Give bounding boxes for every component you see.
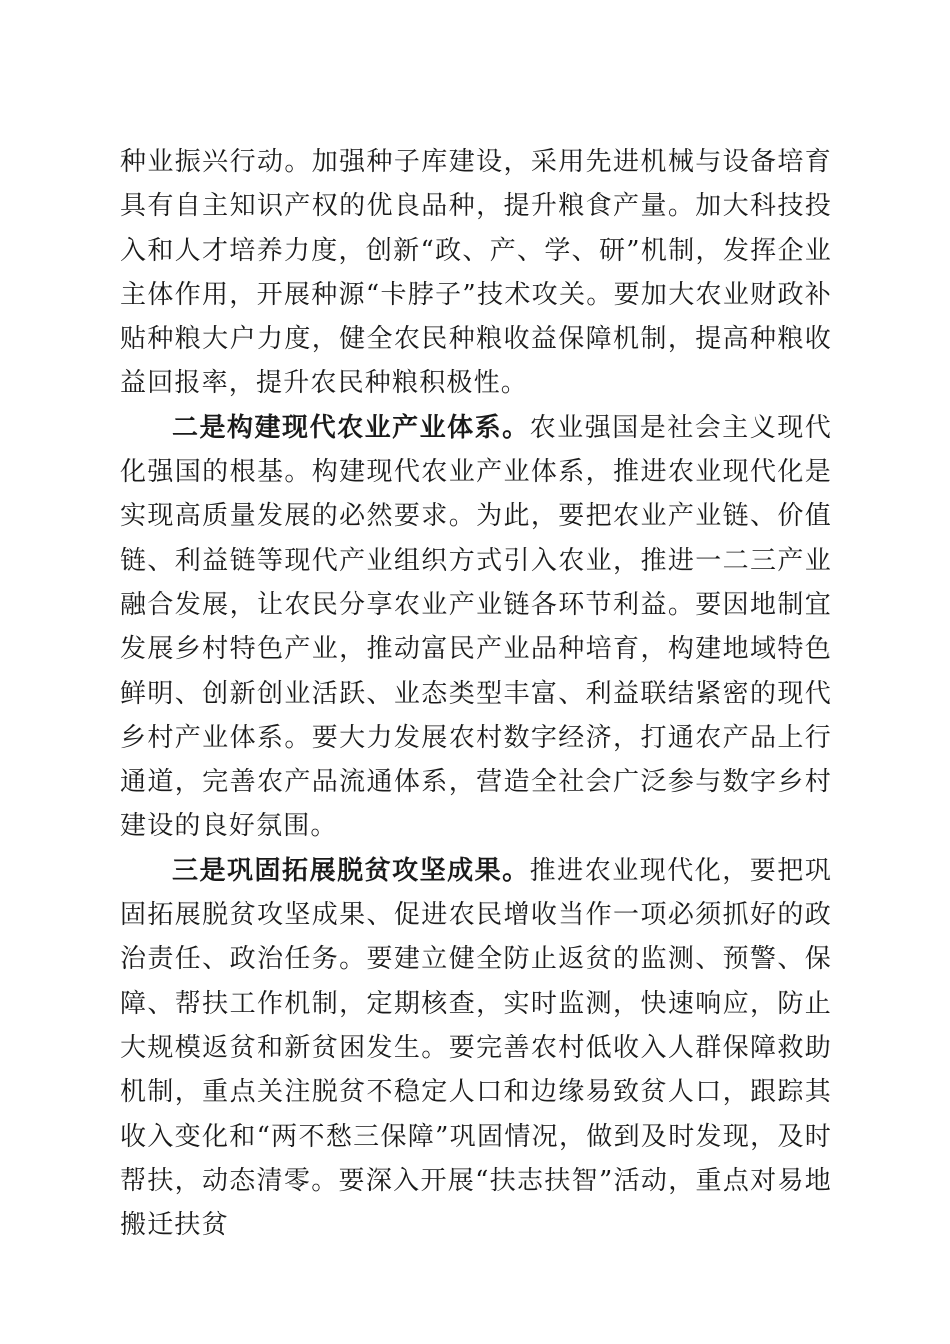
paragraph-heading: 三是巩固拓展脱贫攻坚成果。 bbox=[172, 855, 530, 886]
paragraph-industry-system bbox=[120, 406, 832, 849]
paragraph-continuation bbox=[120, 140, 832, 406]
paragraph-heading: 二是构建现代农业产业体系。 bbox=[172, 412, 530, 443]
paragraph-text: 农业强国是社会主义现代化强国的根基。构建现代农业产业体系，推进农业现代化是实现高质量发展的必然要求。为此，要把农业产业链、价值链、利益链等现代产业组织方式引入农业，推进一二三产业融合发展，让农民分享农业产业链各环节利益。要因地制宜发展乡村特色产业，推动富民产业品种培育，构建地域特色鲜明、创新创业活跃、业态类型丰富、利益联结紧密的现代乡村产业体系。要大力发展农村数字经济，打通农产品上行通道，完善农产品流通体系，营造全社会广泛参与数字乡村建设的良好氛围。 bbox=[120, 412, 832, 842]
paragraph-text: 推进农业现代化，要把巩固拓展脱贫攻坚成果、促进农民增收当作一项必须抓好的政治责任、政治任务。要建立健全防止返贫的监测、预警、保障、帮扶工作机制，定期核查，实时监测，快速响应，防止大规模返贫和新贫困发生。要完善农村低收入人群保障救助机制，重点关注脱贫不稳定人口和边缘易致贫人口，跟踪其收入变化和“两不愁三保障”巩固情况，做到及时发现，及时帮扶，动态清零。要深入开展“扶志扶智”活动，重点对易地搬迁扶贫 bbox=[120, 855, 832, 1241]
paragraph-text: 种业振兴行动。加强种子库建设，采用先进机械与设备培育具有自主知识产权的优良品种，提升粮食产量。加大科技投入和人才培养力度，创新“政、产、学、研”机制，发挥企业主体作用，开展种源“卡脖子”技术攻关。要加大农业财政补贴种粮大户力度，健全农民种粮收益保障机制，提高种粮收益回报率，提升农民种粮积极性。 bbox=[120, 147, 832, 399]
paragraph-poverty-alleviation bbox=[120, 849, 832, 1248]
document-body bbox=[120, 140, 832, 1247]
